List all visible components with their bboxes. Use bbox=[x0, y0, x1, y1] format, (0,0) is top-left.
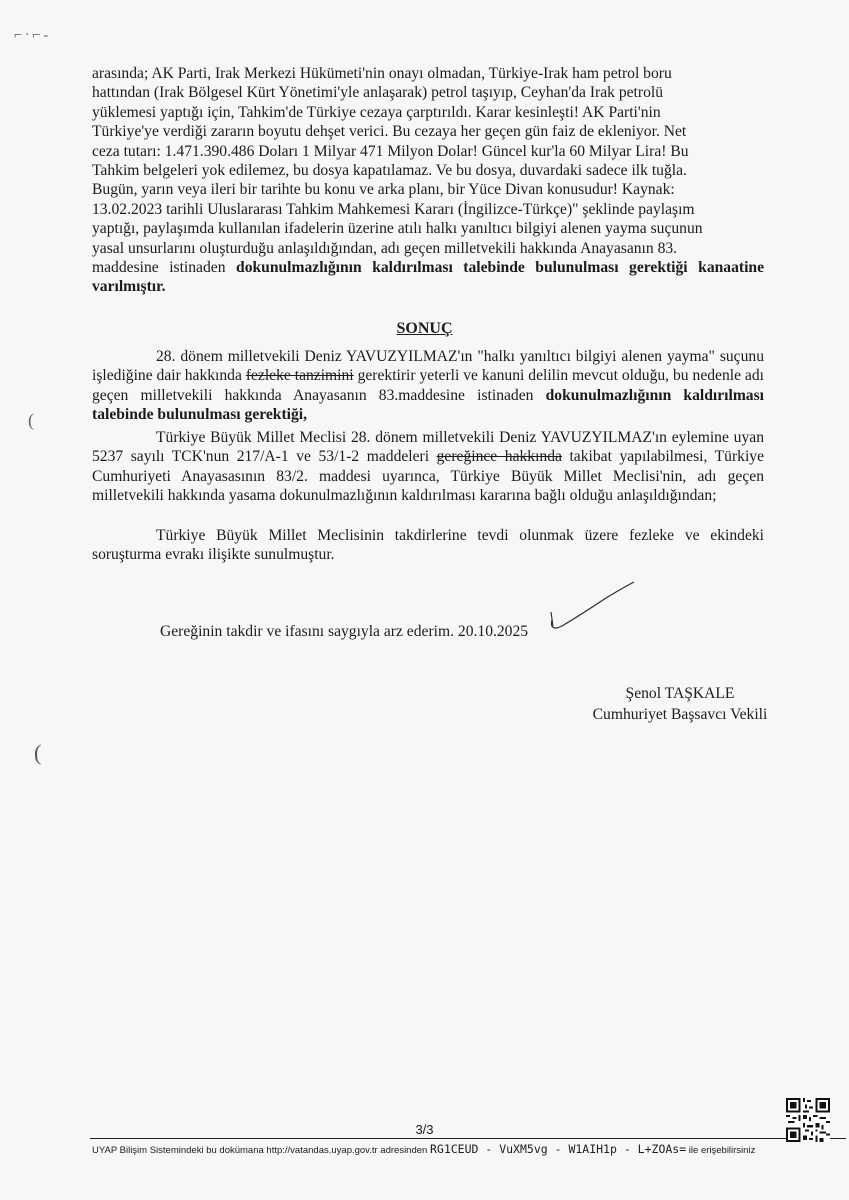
sonuc-paragraph-1-text bbox=[92, 347, 764, 425]
body-line: yaptığı, paylaşımda kullanılan ifadelerin üzerine atılı halkı yanıltıcı bilgiyi alenen yayma suçunun bbox=[92, 220, 703, 238]
body-line: hattından (Irak Bölgesel Kürt Yönetimi'yle anlaşarak) petrol taşıyıp, Ceyhan'da Irak petrolü bbox=[92, 84, 663, 102]
footer-access-note bbox=[92, 1142, 848, 1156]
body-line: ceza tutarı: 1.471.390.486 Doları 1 Milyar 471 Milyon Dolar! Güncel kur'la 60 Milyar Lira! Bu bbox=[92, 142, 689, 160]
document-access-code: RG1CEUD - VuXM5vg - W1AIH1p - L+ZOAs= bbox=[429, 1142, 687, 1156]
footer-prefix: UYAP Bilişim Sistemindeki bu dokümana http://vatandas.uyap.gov.tr adresinden bbox=[92, 1145, 428, 1156]
text-run: 28. dönem milletvekili Deniz YAVUZYILMAZ'ın "halkı yanıltıcı bilgiyi alenen yayma" suçunu işlediğine dair hakkında bbox=[92, 348, 764, 385]
signer-block bbox=[560, 683, 800, 725]
footer-divider bbox=[90, 1138, 846, 1139]
text-run: Türkiye Büyük Millet Meclisi 28. dönem milletvekili Deniz YAVUZYILMAZ'ın eylemine uyan 5237 sayılı TCK'nun 217/A-1 ve 53/1-2 maddeleri bbox=[92, 429, 764, 466]
body-line: Türkiye'ye verdiği zararın boyutu dehşet verici. Bu cezaya her geçen gün faiz de ekleniyor. Net bbox=[92, 123, 687, 141]
signer-name: Şenol TAŞKALE bbox=[625, 685, 735, 702]
handwritten-signature bbox=[548, 580, 638, 636]
scan-artifact-mark: ⌐·⌐- bbox=[14, 28, 52, 43]
body-tail-bold: dokunulmazlığının kaldırılması talebinde bulunulması gerektiği kanaatine varılmıştır. bbox=[92, 259, 765, 296]
margin-mark: ( bbox=[28, 410, 34, 430]
signer-title: Cumhuriyet Başsavcı Vekili bbox=[592, 706, 768, 723]
page-number: 3/3 bbox=[415, 1122, 434, 1137]
struck-text: fezleke tanzimini bbox=[245, 367, 354, 385]
section-heading-sonuc: SONUÇ bbox=[396, 320, 453, 337]
closing-line: Gereğinin takdir ve ifasını saygıyla arz ederim. 20.10.2025 bbox=[160, 623, 529, 640]
body-line: Bugün, yarın veya ileri bir tarihte bu konu ve arka planı, bir Yüce Divan konusudur! Kaynak: bbox=[92, 181, 675, 199]
sonuc-paragraph-2 bbox=[92, 428, 764, 506]
body-tail bbox=[92, 258, 764, 297]
sonuc-paragraph-1 bbox=[92, 347, 764, 425]
struck-text: gereğince hakkında bbox=[436, 448, 562, 466]
text-run: takibat yapılabilmesi, Türkiye Cumhuriyeti Anayasasının 83/2. maddesi uyarınca, Türkiye Büyük Millet Meclisi'nin, adı geçen milletvekili hakkında yasama dokunulmazlığının kaldırılması kararına bağlı olduğu anlaşıldığından; bbox=[92, 448, 764, 505]
body-line: yasal unsurlarını oluşturduğu anlaşıldığından, adı geçen milletvekili hakkında Anayasanın 83. bbox=[92, 239, 678, 257]
sonuc-paragraph-3 bbox=[92, 526, 764, 565]
bold-text: dokunulmazlığının kaldırılması talebinde bulunulması gerektiği, bbox=[92, 386, 765, 424]
continued-paragraph bbox=[92, 64, 764, 297]
body-line: Tahkim belgeleri yok edilemez, bu dosya kapatılamaz. Ve bu dosya, duvardaki sadece ilk tuğla. bbox=[92, 162, 687, 180]
sonuc-paragraph-2-text bbox=[92, 428, 764, 506]
body-line: 13.02.2023 tarihli Uluslararası Tahkim Mahkemesi Kararı (İngilizce-Türkçe)" şeklinde paylaşım bbox=[92, 200, 695, 218]
qr-code-icon bbox=[786, 1098, 830, 1142]
footer-suffix: ile erişebilirsiniz bbox=[688, 1145, 756, 1156]
margin-mark: ( bbox=[34, 740, 42, 765]
body-tail-normal: maddesine istinaden bbox=[92, 259, 237, 277]
sonuc-paragraph-3-text: Türkiye Büyük Millet Meclisinin takdirlerine tevdi olunmak üzere fezleke ve ekindeki soruşturma evrakı ilişikte sunulmuştur. bbox=[92, 527, 764, 564]
body-line: arasında; AK Parti, Irak Merkezi Hükümeti'nin onayı olmadan, Türkiye-Irak ham petrol boru bbox=[92, 65, 672, 82]
text-run: gerektirir yeterli ve kanuni delilin mevcut olduğu, bu nedenle adı geçen milletvekili hakkında Anayasanın 83.maddesine istinaden bbox=[92, 367, 764, 404]
body-line: yüklemesi yaptığı için, Tahkim'de Türkiye cezaya çarptırıldı. Karar kesinleşti! AK Parti'nin bbox=[92, 103, 661, 121]
